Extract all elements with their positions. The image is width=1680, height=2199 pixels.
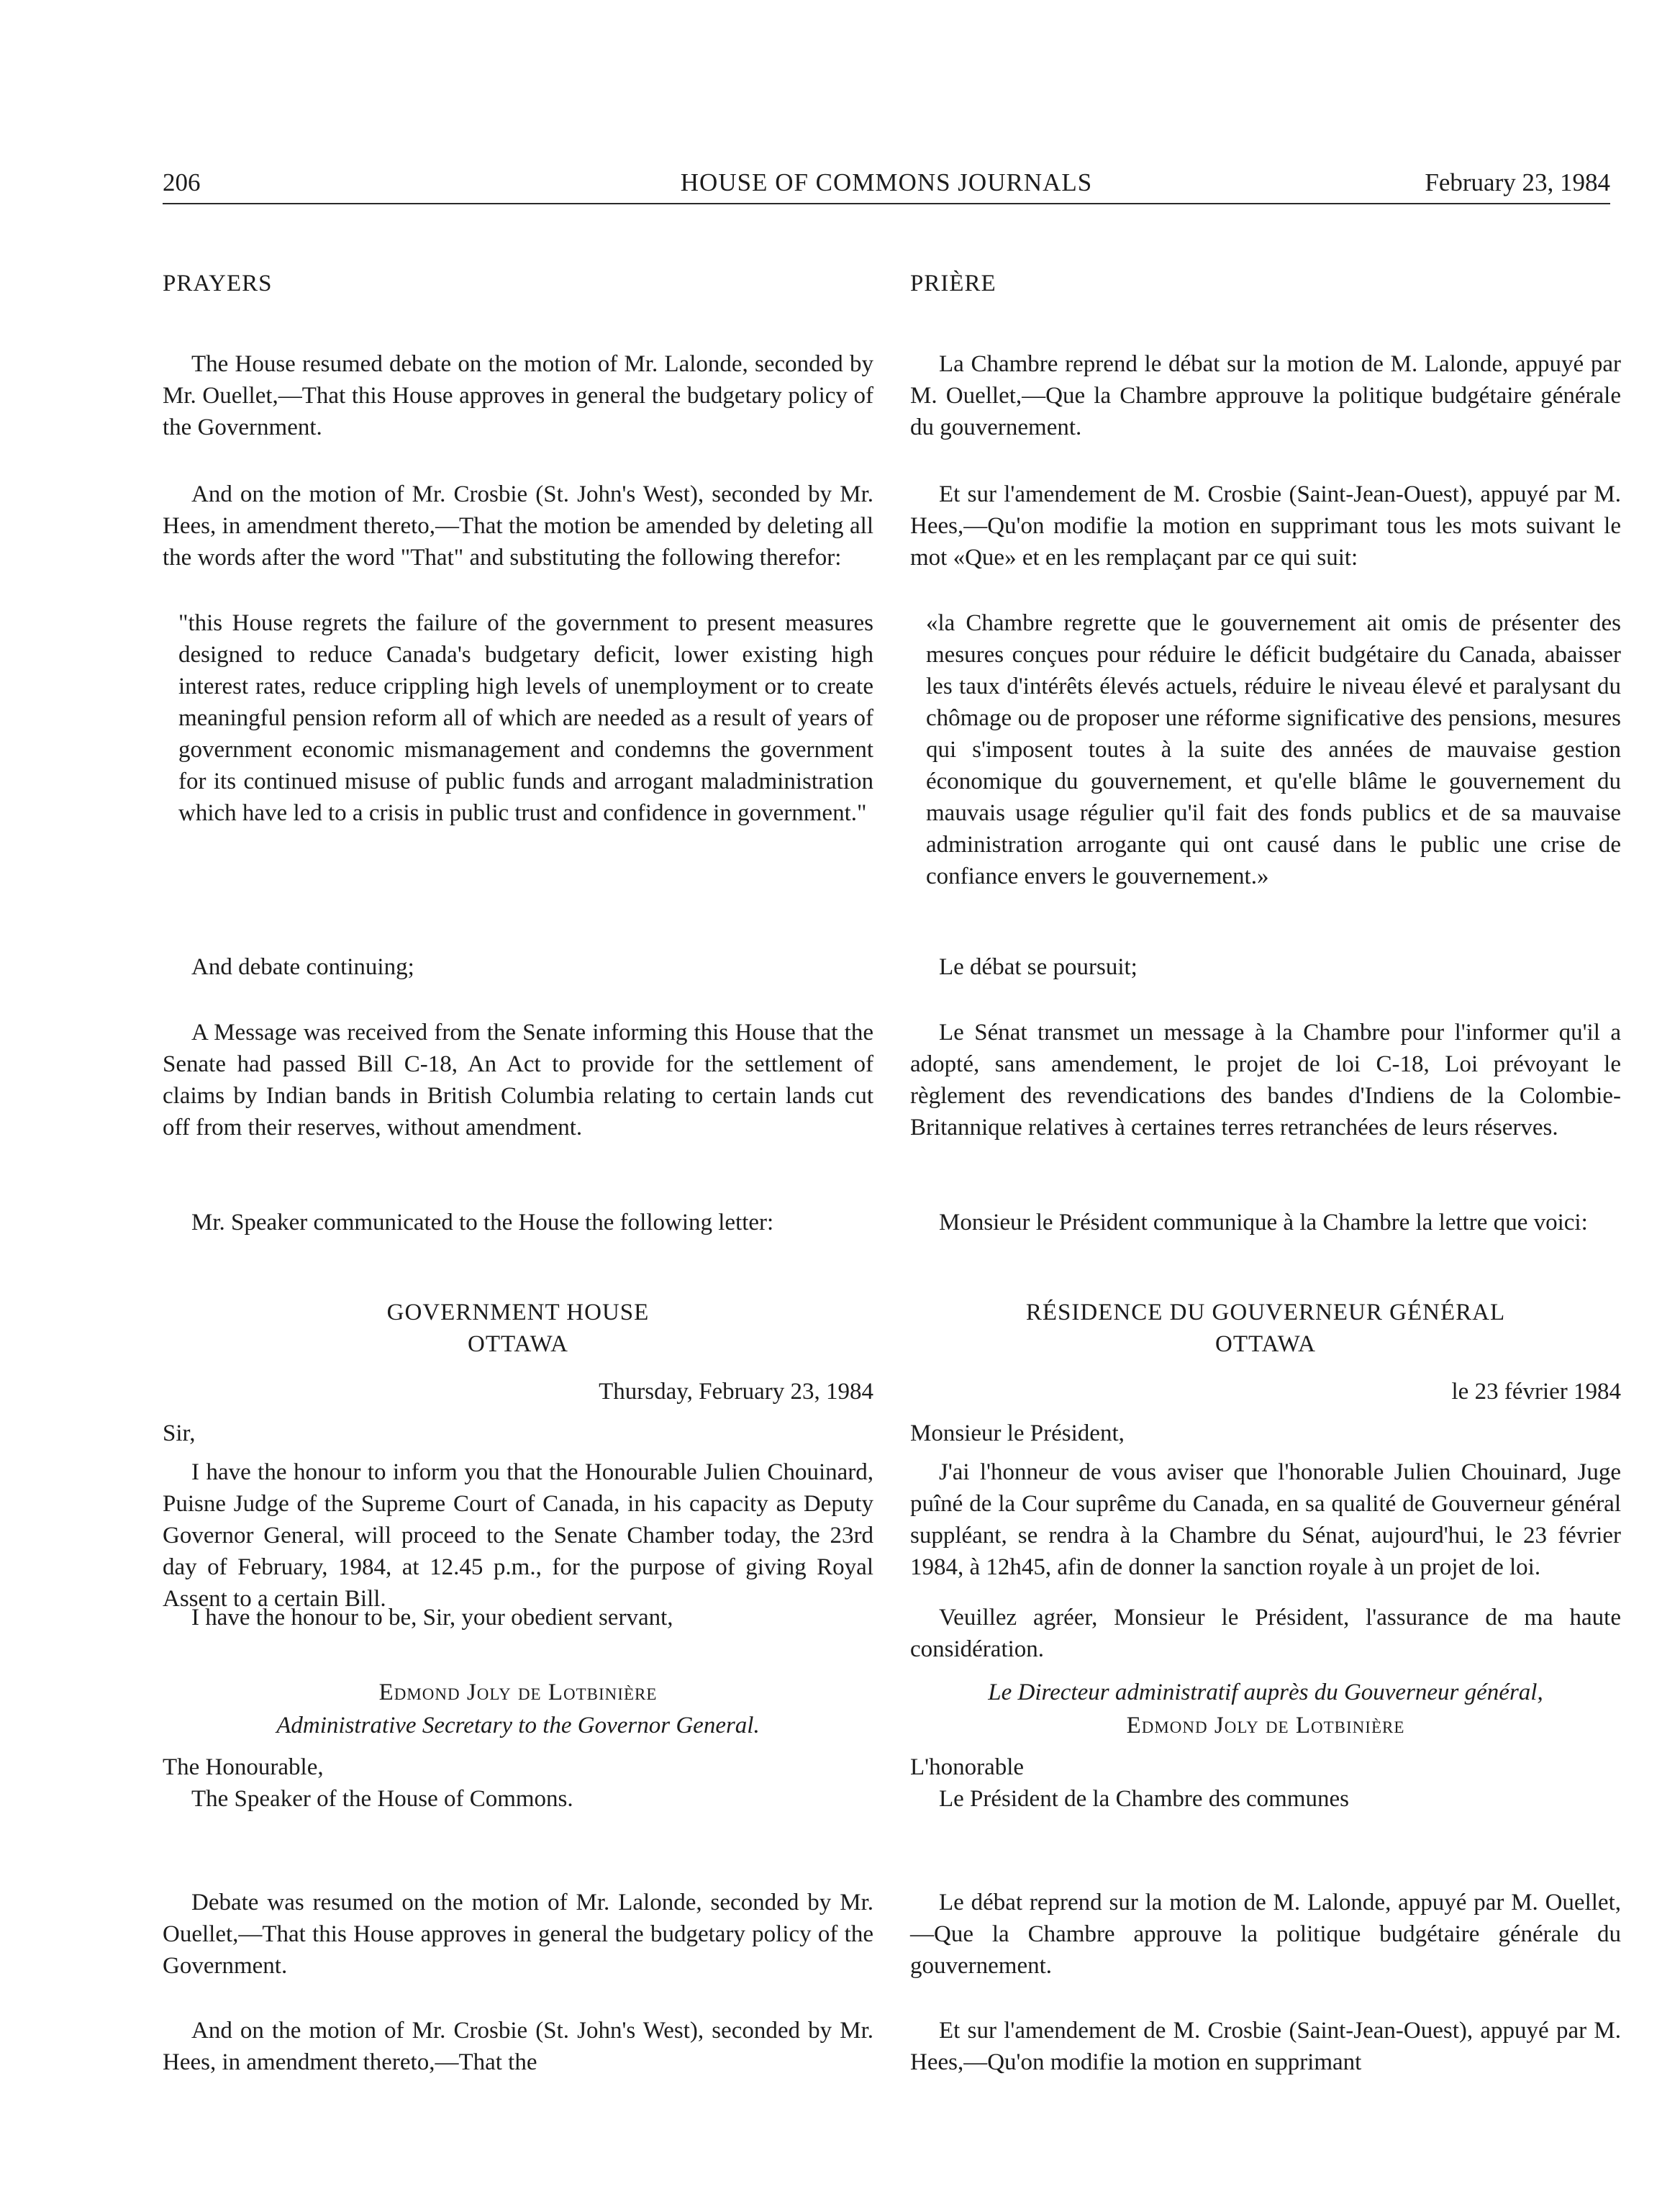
signature-title: Administrative Secretary to the Governor General. — [276, 1713, 760, 1738]
para-debat-reprend: Le débat reprend sur la motion de M. Lalonde, appuyé par M. Ouellet,—Que la Chambre approuve la politique budgétaire générale du gouvernement. — [910, 1890, 1621, 1979]
journal-title: HOUSE OF COMMONS JOURNALS — [680, 168, 1093, 196]
para-amendment: And on the motion of Mr. Crosbie (St. John's West), seconded by Mr. Hees, in amendment thereto,—That the motion be amended by deleting all the words after the word "That" and substituting the following therefor: — [163, 481, 873, 571]
letter-salutation: Sir, — [163, 1420, 196, 1446]
header-date: February 23, 1984 — [1425, 168, 1610, 196]
letter-date: Thursday, February 23, 1984 — [599, 1379, 873, 1405]
para-lettre-president: Monsieur le Président communique à la Chambre la lettre que voici: — [939, 1210, 1588, 1235]
letter-closing: I have the honour to be, Sir, your obedient servant, — [191, 1605, 673, 1631]
page-header — [163, 164, 1610, 201]
para-message-senat: Le Sénat transmet un message à la Chambre pour l'informer qu'il a adopté, sans amendement, le projet de loi C-18, Loi prévoyant le règlement des revendications des bandes d'Indiens de la Colombie-Britannique relatives à certaines terres retranchées de leurs réserves. — [910, 1020, 1621, 1141]
para-speaker-letter: Mr. Speaker communicated to the House the following letter: — [191, 1210, 774, 1235]
letter-heading-1: GOVERNMENT HOUSE — [386, 1300, 650, 1325]
letter-heading-1-fr: RÉSIDENCE DU GOUVERNEUR GÉNÉRAL — [1025, 1300, 1506, 1325]
letter-body-fr: J'ai l'honneur de vous aviser que l'honorable Julien Chouinard, Juge puîné de la Cour suprême du Canada, en sa qualité de Gouverneur général suppléant, se rendra à la Chambre du Sénat, aujourd'hui, le 23 février 1984, à 12h45, afin de donner la sanction royale à un projet de loi. — [910, 1459, 1621, 1580]
para-debate-resumed: Debate was resumed on the motion of Mr. Lalonde, seconded by Mr. Ouellet,—That this House approves in general the budgetary policy of the Government. — [163, 1890, 873, 1979]
letter-date-fr: le 23 février 1984 — [1451, 1379, 1621, 1405]
para-motion-budget-fr: La Chambre reprend le débat sur la motion de M. Lalonde, appuyé par M. Ouellet,—Que la Chambre approuve la politique budgétaire générale du gouvernement. — [910, 351, 1621, 440]
addressee-line-1: The Honourable, — [163, 1754, 324, 1780]
letter-heading-2: OTTAWA — [467, 1331, 568, 1357]
para-budget-motion: The House resumed debate on the motion of Mr. Lalonde, seconded by Mr. Ouellet,—That this House approves in general the budgetary policy of the Government. — [163, 351, 873, 440]
header-rule — [163, 203, 1610, 204]
letter-heading-2-fr: OTTAWA — [1214, 1331, 1316, 1357]
priere-heading: PRIÈRE — [910, 271, 996, 296]
prayers-heading: PRAYERS — [163, 271, 273, 296]
amendment-quote-fr: «la Chambre regrette que le gouvernement ait omis de présenter des mesures conçues pour réduire le déficit budgétaire du Canada, abaisser les taux d'intérêts élevés actuels, réduire le niveau élevé et paralysant du chômage ou de proposer une réforme significative des pensions, mesures qui s'imposent toutes à la suite des années de mauvaise gestion économique du gouvernement, et qu'elle blâme le gouvernement du mauvais usage régulier qu'il fait des fonds publics et de sa mauvaise administration arrogante qui ont causé dans le public une crise de confiance envers le gouvernement.» — [926, 610, 1621, 889]
para-debat-poursuit: Le débat se poursuit; — [939, 954, 1138, 980]
para-debate-continuing: And debate continuing; — [191, 954, 414, 980]
page-number: 206 — [163, 168, 201, 196]
letter-body: I have the honour to inform you that the Honourable Julien Chouinard, Puisne Judge of the Supreme Court of Canada, in his capacity as Deputy Governor General, will proceed to the Senate Chamber today, the 23rd day of February, 1984, at 12.45 p.m., for the purpose of giving Royal Assent to a certain Bill. — [163, 1459, 873, 1612]
addressee-line-1-fr: L'honorable — [910, 1754, 1025, 1780]
addressee-line-2: The Speaker of the House of Commons. — [191, 1786, 573, 1812]
para-senate-message: A Message was received from the Senate informing this House that the Senate had passed Bill C-18, An Act to provide for the settlement of claims by Indian bands in British Columbia relating to certain lands cut off from their reserves, without amendment. — [163, 1020, 873, 1141]
letter-salutation-fr: Monsieur le Président, — [910, 1420, 1125, 1446]
para-amendement-repeat-fr: Et sur l'amendement de M. Crosbie (Saint-Jean-Ouest), appuyé par M. Hees,—Qu'on modifie la motion en supprimant — [910, 2018, 1621, 2075]
addressee-line-2-fr: Le Président de la Chambre des communes — [939, 1786, 1350, 1812]
amendment-quote: "this House regrets the failure of the government to present measures designed to reduce Canada's budgetary deficit, lower existing high interest rates, reduce crippling high levels of unemployment or to create meaningful pension reform all of which are needed as a result of years of government economic mismanagement and condemns the government for its continued misuse of public funds and arrogant maladministration which have led to a crisis in public trust and confidence in government." — [178, 610, 873, 826]
signature-title-fr: Le Directeur administratif auprès du Gouverneur général, — [988, 1679, 1543, 1705]
letter-closing-fr: Veuillez agréer, Monsieur le Président, l'assurance de ma haute considération. — [910, 1605, 1621, 1662]
para-amendement-fr: Et sur l'amendement de M. Crosbie (Saint-Jean-Ouest), appuyé par M. Hees,—Qu'on modifie la motion en supprimant tous les mots suivant le mot «Que» et en les remplaçant par ce qui suit: — [910, 481, 1621, 571]
letter-signature: Edmond Joly de Lotbinière — [378, 1679, 658, 1705]
letter-signature-fr: Edmond Joly de Lotbinière — [1126, 1713, 1405, 1738]
para-amendment-repeat: And on the motion of Mr. Crosbie (St. John's West), seconded by Mr. Hees, in amendment thereto,—That the — [163, 2018, 873, 2075]
